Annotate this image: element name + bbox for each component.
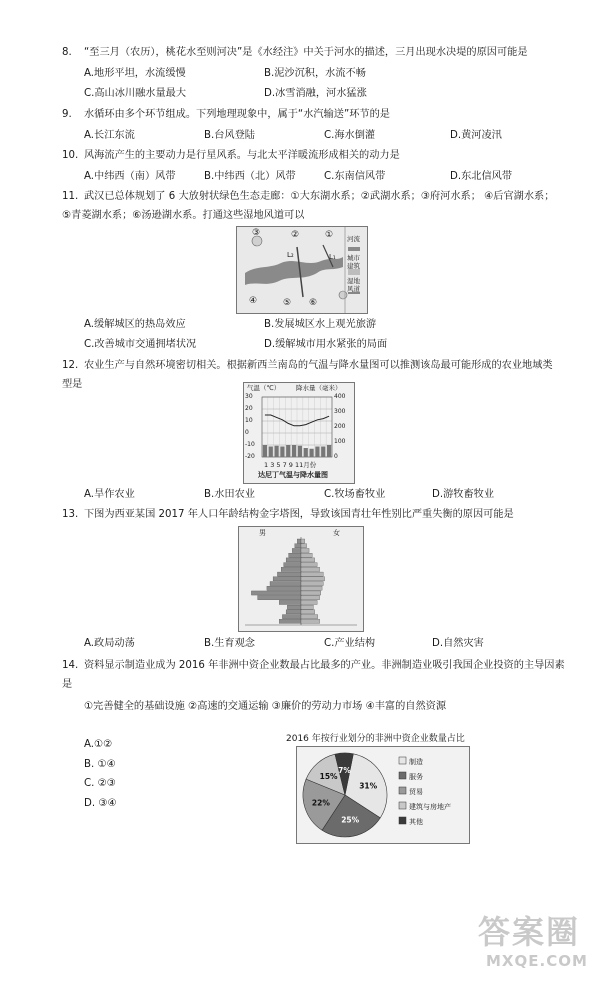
q14-option-c: C. ②③ — [84, 778, 116, 789]
male-bar — [279, 600, 301, 604]
legend-swatch — [399, 787, 406, 794]
legend-label: 建筑与房地产 — [409, 803, 451, 811]
pie-slice-label: 15% — [319, 771, 338, 781]
legend-swatch — [399, 817, 406, 824]
precip-tick-label: 0 — [334, 453, 338, 460]
female-bar — [301, 596, 320, 600]
q14-option-a: A.①② — [84, 739, 113, 750]
q12-stem-line1: 农业生产与自然环境密切相关。根据新西兰南岛的气温与降水量图可以推测该岛最可能形成的农业地域类 — [84, 360, 553, 371]
watermark-logo: 答案圈 — [478, 913, 581, 951]
q13-stem: 下图为西亚某国 2017 年人口年龄结构金字塔图，导致该国青壮年性别比严重失衡的原因可能是 — [84, 509, 514, 520]
male-bar — [286, 558, 301, 562]
q12-option-d: D.游牧畜牧业 — [432, 489, 495, 500]
male-bar — [258, 596, 301, 600]
legend-label: 制造 — [409, 758, 423, 766]
q12-number: 12. — [62, 360, 79, 371]
q10-option-d: D.东北信风带 — [450, 171, 513, 182]
q11-option-c: C.改善城市交通拥堵状况 — [84, 339, 197, 350]
q11-option-d: D.缓解城市用水紧张的局面 — [264, 339, 388, 350]
climate-chart-caption: 达尼丁气温与降水量图 — [258, 471, 328, 479]
q10-option-b: B.中纬西（北）风带 — [204, 171, 296, 182]
male-bar — [287, 605, 301, 609]
watermark-url: MXQE.COM — [486, 952, 588, 970]
male-bar — [251, 591, 301, 595]
male-bar — [295, 544, 301, 548]
temp-axis-label: 气温（℃） — [247, 384, 281, 392]
temp-tick-label: 30 — [245, 393, 253, 400]
precip-tick-label: 100 — [334, 438, 346, 445]
male-bar — [277, 572, 301, 576]
q10-stem: 风海流产生的主要动力是行星风系。与北太平洋暖流形成相关的动力是 — [84, 150, 400, 161]
q9-stem: 水循环由多个环节组成。下列地理现象中，属于“水汽输送”环节的是 — [84, 109, 390, 120]
q8-option-b: B.泥沙沉积，水流不畅 — [264, 68, 366, 79]
q11-stem-line2: ⑤青菱湖水系；⑥汤逊湖水系。打通这些湿地风道可以 — [62, 210, 305, 221]
pie-slice-label: 7% — [338, 765, 351, 775]
q13-option-d: D.自然灾害 — [432, 638, 484, 649]
male-bar — [297, 539, 301, 543]
legend-building-label: 城市建筑 — [347, 254, 360, 270]
precip-tick-label: 400 — [334, 393, 346, 400]
q12-option-a: A.旱作农业 — [84, 489, 135, 500]
q8-number: 8. — [62, 47, 72, 58]
q13-option-a: A.政局动荡 — [84, 638, 135, 649]
map-label-1: ① — [325, 230, 334, 240]
lake-marker — [339, 291, 347, 299]
map-label-3: ③ — [252, 228, 261, 238]
pie-svg — [297, 747, 469, 843]
q10-option-a: A.中纬西（南）风带 — [84, 171, 176, 182]
female-bar — [301, 553, 312, 557]
q14-stem-line2: 是 — [62, 679, 73, 690]
map-label-5: ⑤ — [283, 298, 292, 308]
female-bar — [301, 619, 320, 623]
female-bar — [301, 567, 320, 571]
q12-climate-chart — [243, 382, 355, 484]
q11-stem-line1: 武汉已总体规划了 6 大放射状绿色生态走廊：①大东湖水系；②武湖水系；③府河水系； ④后官湖水系； — [84, 191, 555, 202]
precip-bar — [315, 447, 319, 458]
q13-number: 13. — [62, 509, 79, 520]
pie-slice-label: 31% — [359, 781, 378, 791]
temp-tick-label: 10 — [245, 417, 253, 424]
female-bar — [301, 582, 323, 586]
pyramid-svg — [239, 527, 363, 631]
q11-option-b: B.发展城区水上观光旅游 — [264, 319, 377, 330]
map-label-4: ④ — [249, 296, 258, 306]
precip-bar — [269, 447, 273, 458]
male-bar — [286, 610, 301, 614]
temp-tick-label: 0 — [245, 429, 249, 436]
precip-bar — [286, 445, 290, 457]
precip-bar — [298, 446, 302, 457]
precip-bar — [309, 449, 313, 457]
map-label-l2: L₂ — [287, 251, 294, 259]
q11-wetland-map — [236, 226, 368, 314]
q9-option-c: C.海水倒灌 — [324, 130, 376, 141]
female-bar — [301, 605, 313, 609]
male-bar — [282, 615, 301, 619]
female-bar — [301, 544, 307, 548]
male-bar — [292, 548, 301, 552]
precip-tick-label: 200 — [334, 423, 346, 430]
q9-number: 9. — [62, 109, 72, 120]
male-bar — [284, 563, 301, 567]
female-bar — [301, 563, 317, 567]
month-ticks: 1 3 5 7 9 11月份 — [264, 461, 317, 469]
female-label: 女 — [333, 529, 340, 537]
temp-tick-label: -10 — [245, 441, 255, 448]
q13-option-b: B.生育观念 — [204, 638, 255, 649]
q14-factors: ①完善健全的基础设施 ②高速的交通运输 ③廉价的劳动力市场 ④丰富的自然资源 — [84, 701, 447, 712]
q14-option-d: D. ③④ — [84, 798, 117, 809]
q8-stem: “至三月（农历），桃花水至则河决”是《水经注》中关于河水的描述，三月出现水决堤的原因可能是 — [84, 47, 528, 58]
legend-corridor-label: 湿地风道 — [347, 277, 360, 293]
male-label: 男 — [259, 529, 266, 537]
legend-swatch — [399, 772, 406, 779]
legend-river-swatch — [348, 247, 360, 251]
q11-option-a: A.缓解城区的热岛效应 — [84, 319, 186, 330]
q14-number: 14. — [62, 660, 79, 671]
q13-option-c: C.产业结构 — [324, 638, 376, 649]
male-bar — [289, 553, 301, 557]
map-label-2: ② — [291, 230, 300, 240]
precip-tick-label: 300 — [334, 408, 346, 415]
male-bar — [273, 577, 301, 581]
precip-axis-label: 降水量（毫米） — [296, 384, 342, 392]
pie-slice-label: 22% — [311, 798, 330, 808]
precip-bar — [327, 445, 331, 457]
legend-river-label: 河流 — [347, 235, 360, 243]
female-bar — [301, 600, 317, 604]
map-label-l1: L₁ — [329, 253, 336, 261]
q8-option-a: A.地形平坦，水流缓慢 — [84, 68, 186, 79]
q11-number: 11. — [62, 191, 79, 202]
female-bar — [301, 610, 315, 614]
q14-pie-chart — [296, 746, 470, 844]
q14-stem-line1: 资料显示制造业成为 2016 年非洲中资企业数最占比最多的产业。非洲制造业吸引我国企业投资的主导因素 — [84, 660, 565, 671]
male-bar — [270, 582, 301, 586]
male-bar — [279, 619, 301, 623]
female-bar — [301, 548, 309, 552]
pie-slice-label: 25% — [341, 815, 360, 825]
q9-option-d: D.黄河凌汛 — [450, 130, 502, 141]
q10-number: 10. — [62, 150, 79, 161]
precip-bar — [292, 445, 296, 457]
q8-option-d: D.冰雪消融，河水猛涨 — [264, 88, 367, 99]
female-bar — [301, 615, 318, 619]
female-bar — [301, 586, 322, 590]
temp-tick-label: -20 — [245, 453, 255, 460]
map-label-6: ⑥ — [309, 298, 318, 308]
male-bar — [281, 567, 301, 571]
male-bar — [267, 586, 301, 590]
q8-option-c: C.高山冰川融水量最大 — [84, 88, 187, 99]
legend-label: 服务 — [409, 773, 423, 781]
legend-label: 贸易 — [409, 788, 423, 796]
female-bar — [301, 558, 315, 562]
q10-option-c: C.东南信风带 — [324, 171, 386, 182]
q9-option-a: A.长江东流 — [84, 130, 135, 141]
precip-bar — [304, 448, 308, 457]
q12-option-c: C.牧场畜牧业 — [324, 489, 386, 500]
q14-option-b: B. ①④ — [84, 759, 116, 770]
precip-bar — [321, 447, 325, 458]
precip-bar — [280, 447, 284, 458]
q9-option-b: B.台风登陆 — [204, 130, 255, 141]
legend-swatch — [399, 802, 406, 809]
female-bar — [301, 572, 323, 576]
female-bar — [301, 539, 305, 543]
legend-label: 其他 — [409, 818, 423, 826]
q12-stem-line2: 型是 — [62, 379, 83, 390]
pie-chart-title: 2016 年按行业划分的非洲中资企业数量占比 — [286, 734, 465, 744]
precip-bar — [274, 446, 278, 457]
female-bar — [301, 577, 325, 581]
legend-swatch — [399, 757, 406, 764]
temp-tick-label: 20 — [245, 405, 253, 412]
precip-bar — [263, 445, 267, 457]
q13-population-pyramid — [238, 526, 364, 632]
female-bar — [301, 591, 321, 595]
q12-option-b: B.水田农业 — [204, 489, 255, 500]
